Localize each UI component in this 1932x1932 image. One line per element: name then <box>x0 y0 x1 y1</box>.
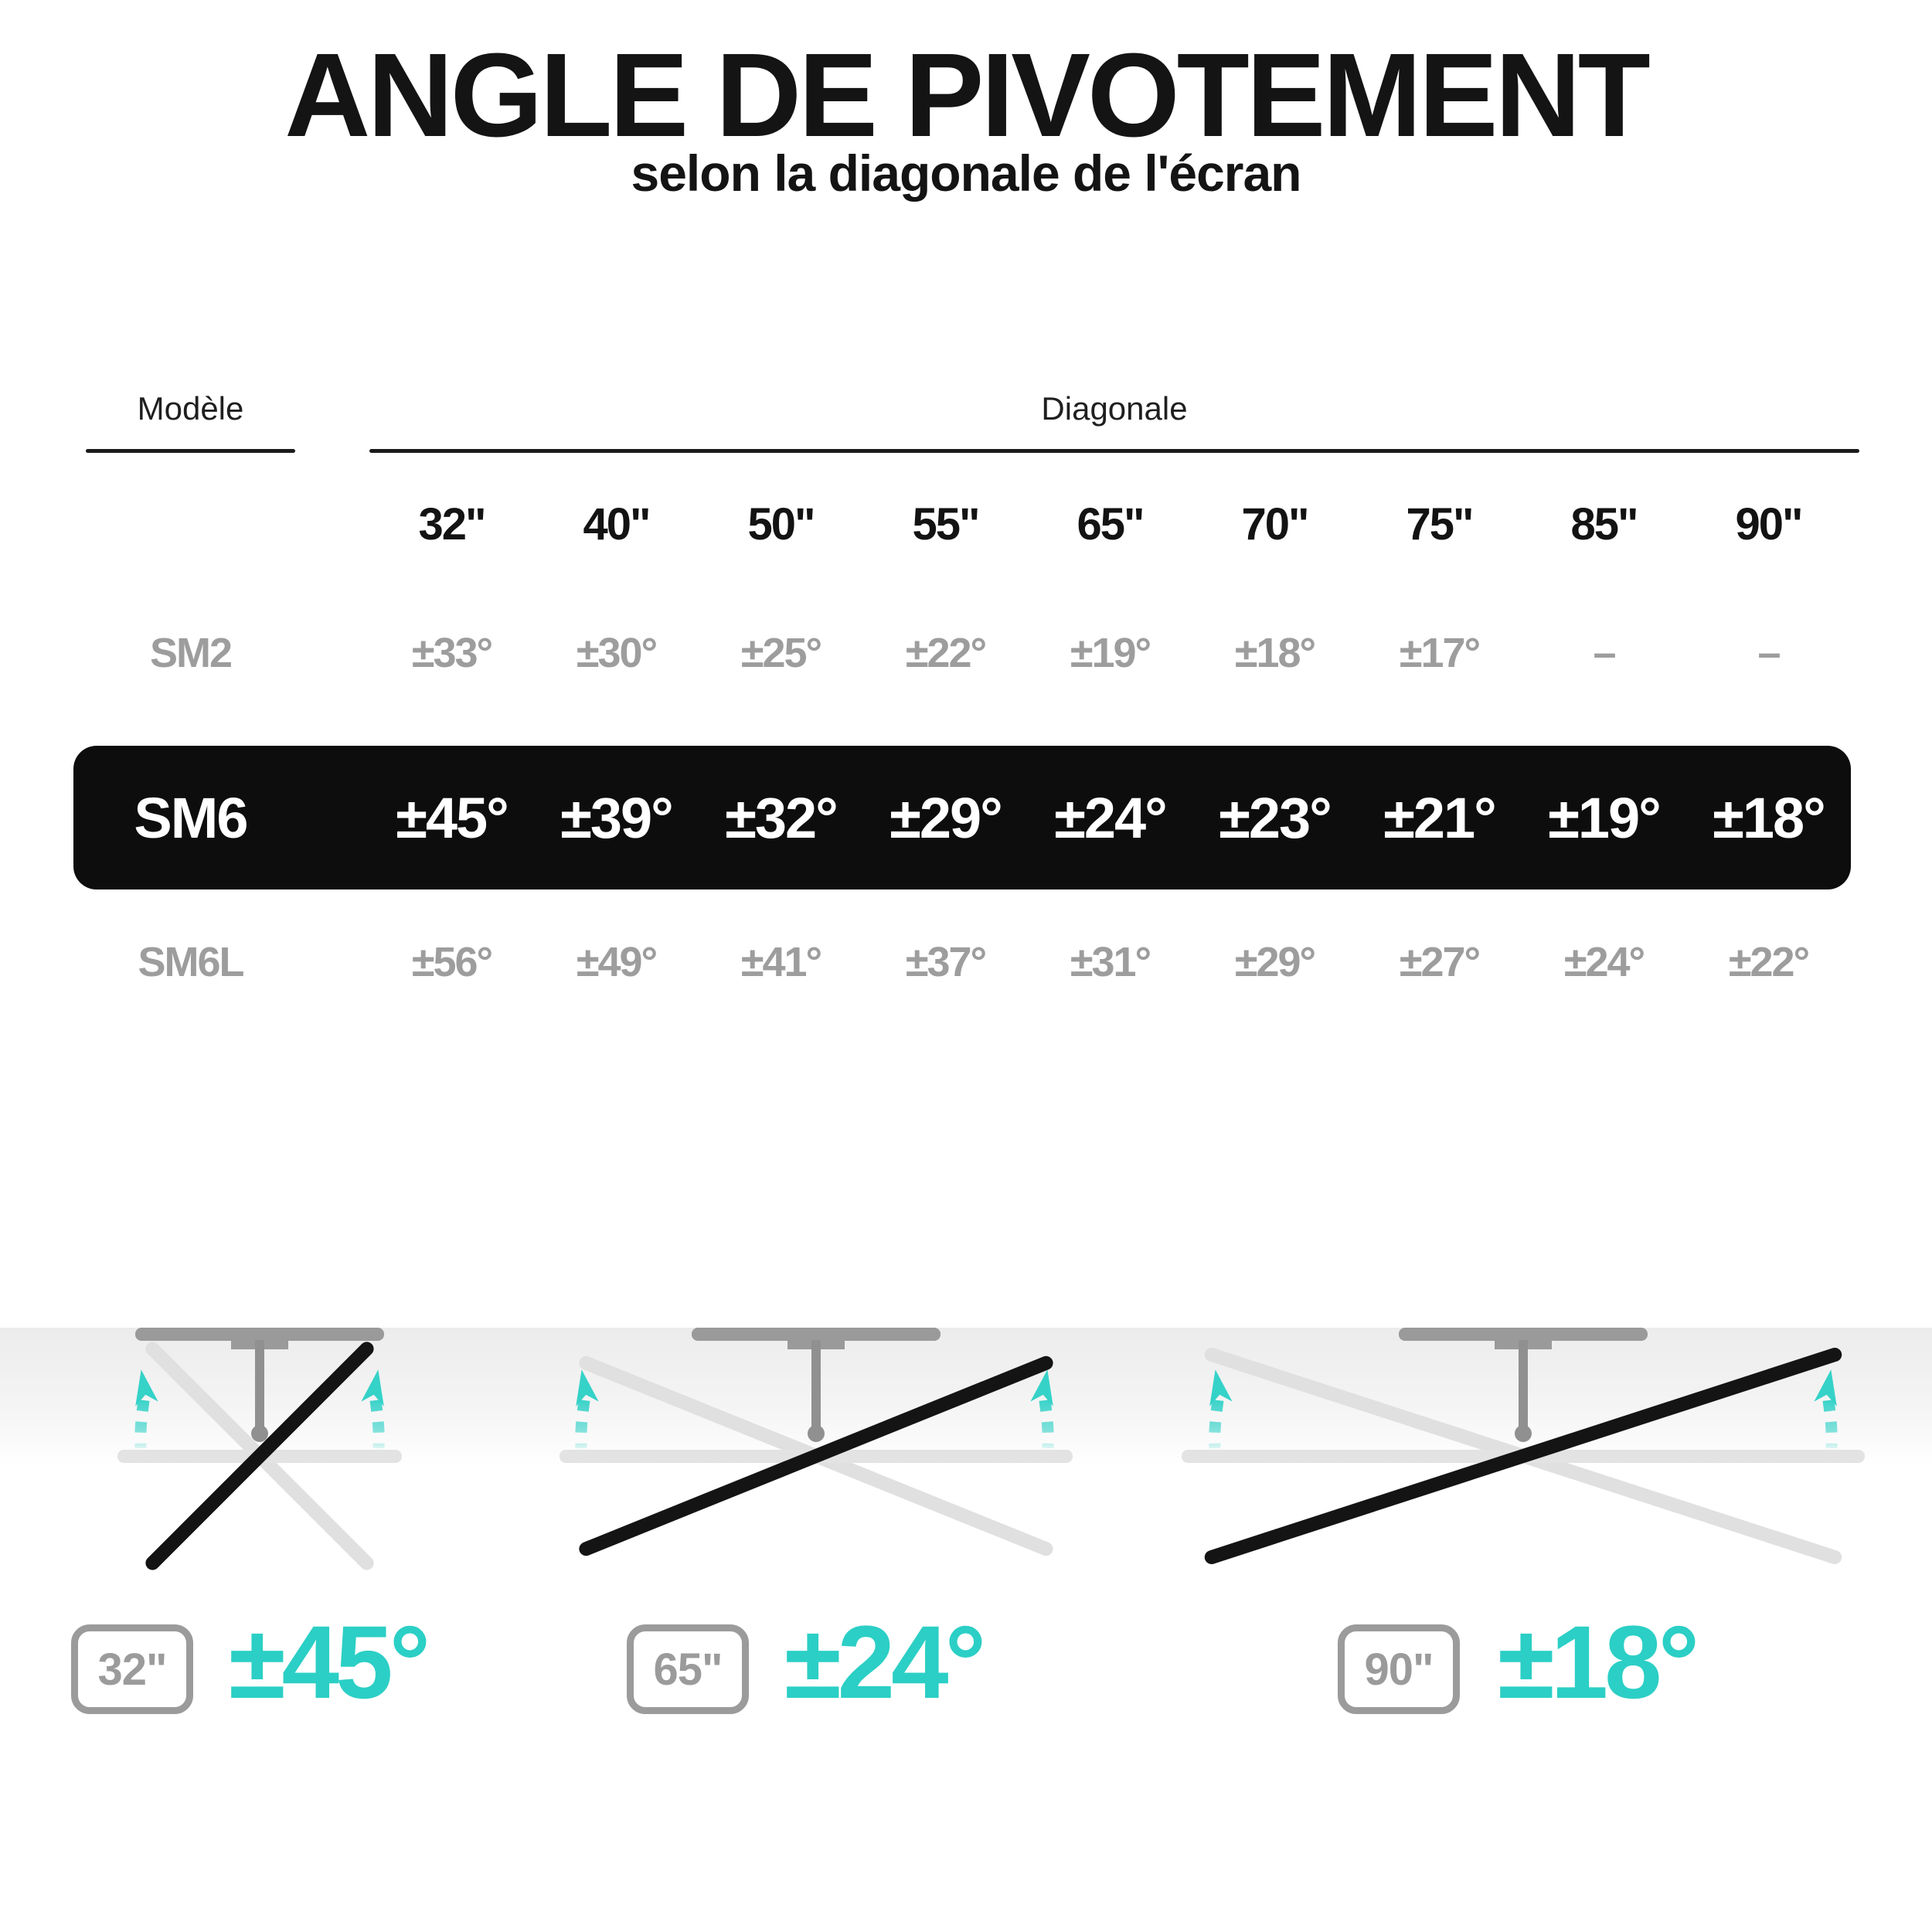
mount-pole-icon <box>1519 1340 1528 1433</box>
model-header-rule <box>86 449 295 453</box>
table-cell: ±29° <box>1234 939 1315 985</box>
column-header-85: 85" <box>1570 498 1638 549</box>
table-cell: ±19° <box>1070 630 1151 676</box>
table-cell: ±41° <box>740 939 821 985</box>
diagonal-size-header-row <box>73 485 1851 563</box>
table-cell: ±18° <box>1713 785 1825 850</box>
model-label-sm6: SM6 <box>134 785 247 850</box>
mount-pole-icon <box>811 1340 821 1433</box>
screen-size-label: 65" <box>653 1644 723 1695</box>
page-subtitle: selon la diagonale de l'écran <box>631 145 1301 202</box>
column-header-40: 40" <box>583 498 650 549</box>
table-cell: ±18° <box>1234 630 1315 676</box>
swivel-angle-value-65: ±24° <box>784 1605 983 1720</box>
table-cell: ±23° <box>1219 785 1331 850</box>
table-cell: ±19° <box>1548 785 1660 850</box>
screen-size-label: 90" <box>1364 1644 1434 1695</box>
swivel-angle-value-90: ±18° <box>1498 1605 1696 1720</box>
column-header-90: 90" <box>1735 498 1802 549</box>
column-header-55: 55" <box>912 498 979 549</box>
table-cell: ±21° <box>1383 785 1495 850</box>
table-cell-empty: – <box>1593 630 1615 676</box>
screen-size-badge-32 <box>71 1624 193 1714</box>
table-cell: ±31° <box>1070 939 1151 985</box>
column-header-70: 70" <box>1241 498 1308 549</box>
table-cell: ±25° <box>740 630 821 676</box>
mount-pole-icon <box>255 1340 264 1433</box>
table-cell: ±22° <box>905 630 986 676</box>
swivel-angle-value-32: ±45° <box>229 1605 427 1720</box>
pivot-ball-icon <box>1515 1425 1532 1442</box>
ceiling-rail-icon <box>1399 1328 1648 1341</box>
table-cell: ±37° <box>905 939 986 985</box>
pivot-ball-icon <box>251 1425 268 1442</box>
model-column-header: Modèle <box>137 390 244 427</box>
column-header-50: 50" <box>747 498 815 549</box>
table-cell: ±17° <box>1399 630 1480 676</box>
table-cell: ±39° <box>560 785 672 850</box>
table-row-sm6-highlighted <box>73 746 1851 889</box>
diagonal-group-header: Diagonale <box>1041 390 1188 427</box>
table-row-sm2 <box>73 614 1851 692</box>
screen-size-badge-65 <box>627 1624 749 1714</box>
swivel-diagrams <box>0 1275 1932 1816</box>
table-cell: ±45° <box>396 785 508 850</box>
screen-size-label: 32" <box>97 1644 167 1695</box>
pivot-ball-icon <box>808 1425 825 1442</box>
table-cell: ±24° <box>1563 939 1645 985</box>
model-label-sm2: SM2 <box>149 630 232 676</box>
column-header-32: 32" <box>418 498 485 549</box>
ceiling-rail-icon <box>692 1328 940 1341</box>
table-cell: ±29° <box>889 785 1002 850</box>
mount-diagram-32 <box>117 1328 402 1573</box>
table-cell: ±32° <box>725 785 837 850</box>
diagonal-header-rule <box>369 449 1859 453</box>
column-header-65: 65" <box>1077 498 1144 549</box>
table-cell: ±49° <box>576 939 657 985</box>
table-cell: ±27° <box>1399 939 1480 985</box>
column-header-75: 75" <box>1406 498 1473 549</box>
screen-size-badge-90 <box>1338 1624 1460 1714</box>
table-cell: ±24° <box>1054 785 1166 850</box>
table-row-sm6l <box>73 923 1851 1001</box>
table-cell: ±56° <box>411 939 492 985</box>
ceiling-rail-icon <box>135 1328 384 1341</box>
table-cell: ±22° <box>1728 939 1809 985</box>
table-cell-empty: – <box>1757 630 1780 676</box>
table-cell: ±30° <box>576 630 657 676</box>
page-title: ANGLE DE PIVOTEMENT <box>284 29 1648 162</box>
model-label-sm6l: SM6L <box>138 939 243 985</box>
table-cell: ±33° <box>411 630 492 676</box>
